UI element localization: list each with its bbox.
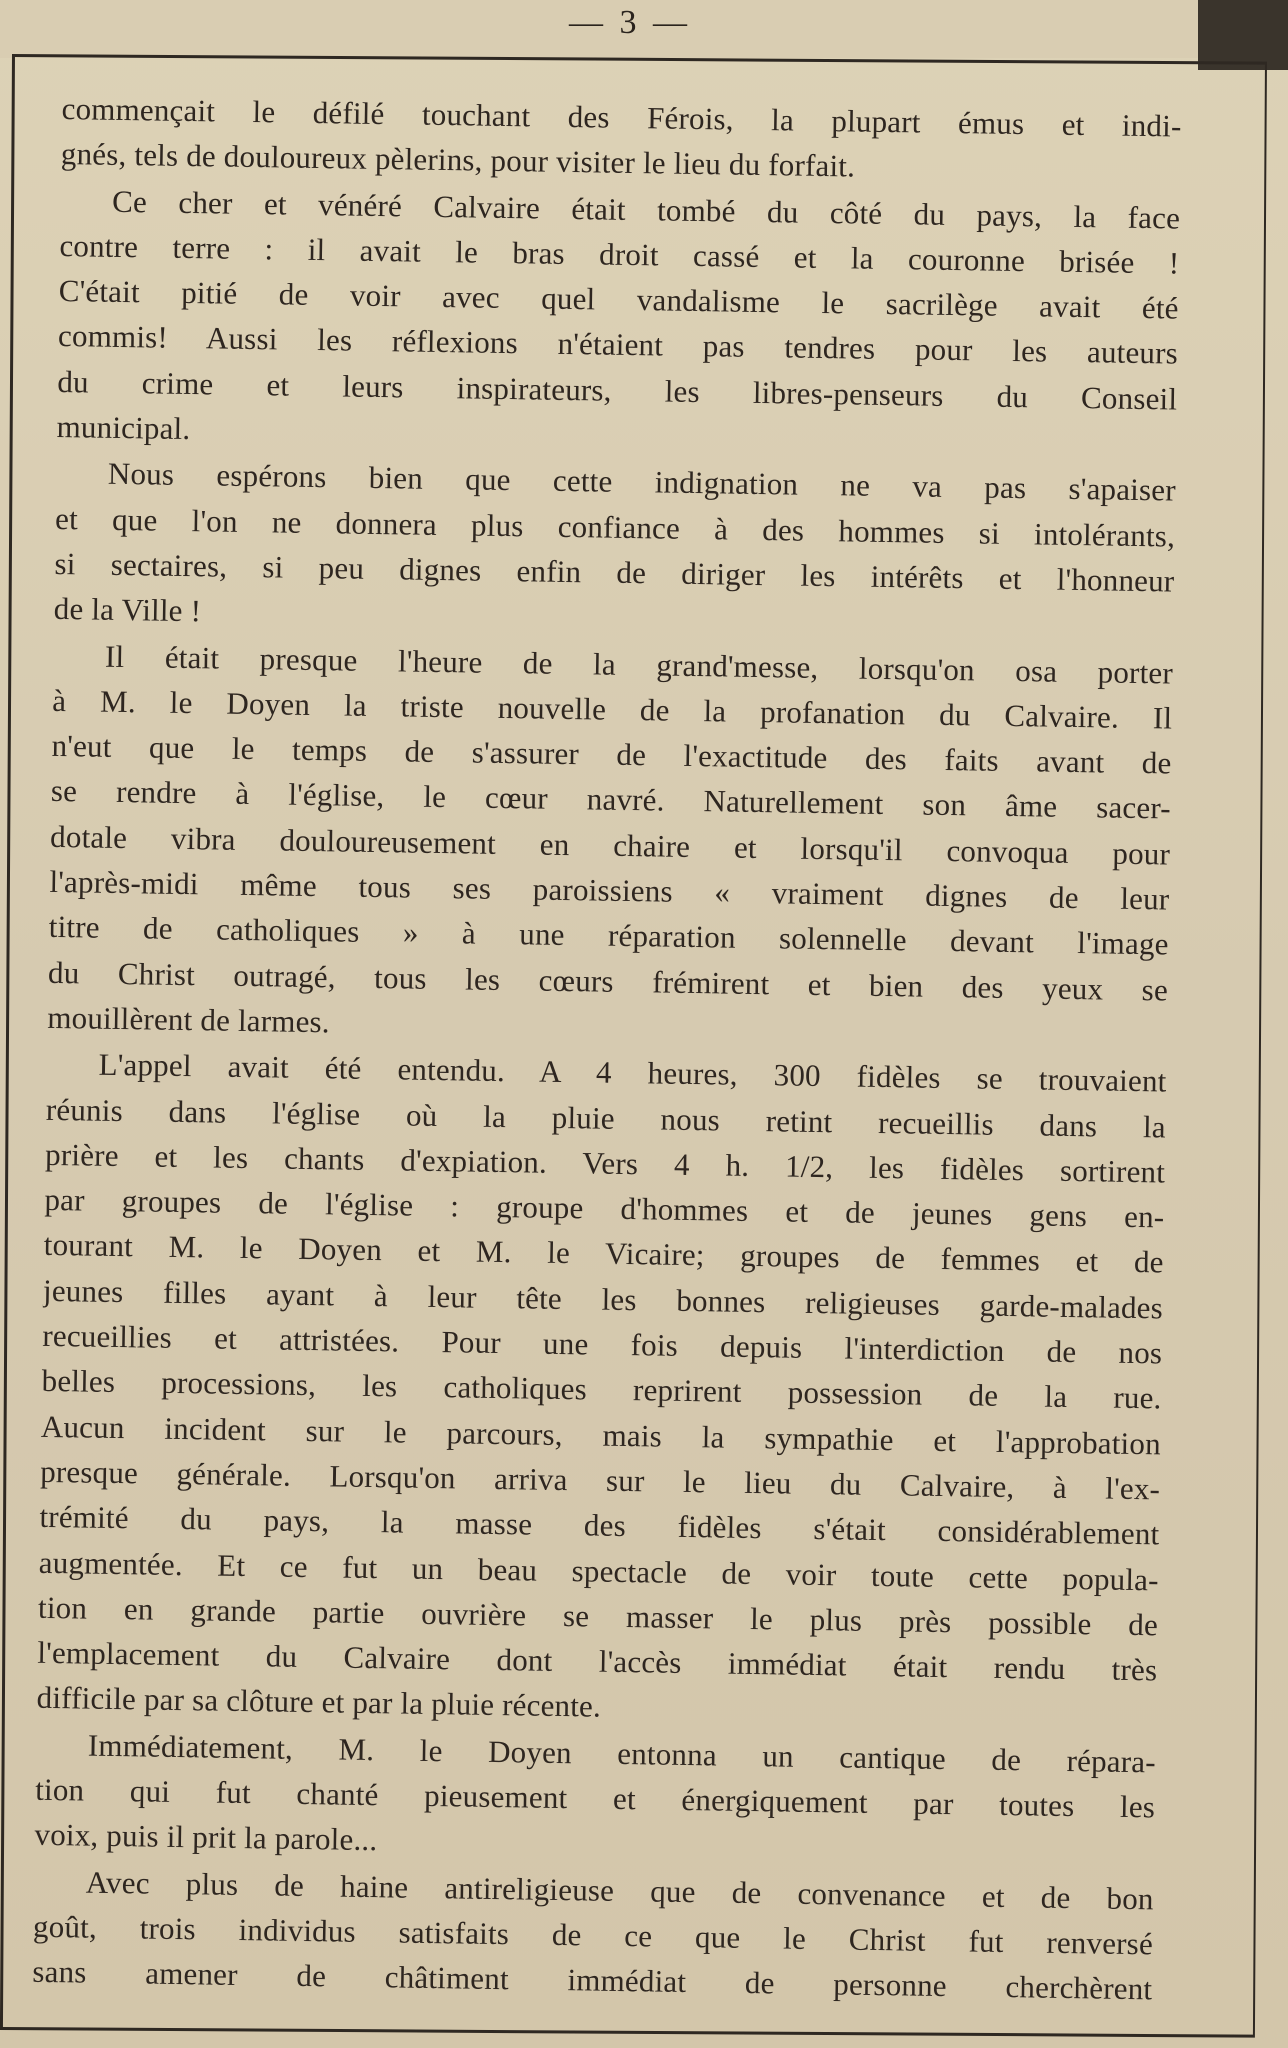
text-line: voix, puis il prit la parole...	[34, 1817, 378, 1858]
text-line: belles processions, les catholiques reprirent possession de la rue.	[41, 1363, 1162, 1416]
text-line: trémité du pays, la masse des fidèles s'était considérablement	[39, 1499, 1160, 1552]
text-line: tion qui fut chanté pieusement et énergiquement par toutes les	[34, 1771, 1156, 1825]
text-line: tion en grande partie ouvrière se masser le plus près possible de	[37, 1589, 1159, 1643]
text-line: sans amener de châtiment immédiat de personne cherchèrent	[32, 1953, 1153, 2007]
paragraph	[56, 178, 1180, 467]
text-line: de la Ville !	[53, 591, 202, 629]
text-line: Immédiatement, M. le Doyen entonna un cantique de répara-	[87, 1727, 1157, 1780]
text-line: Il était presque l'heure de la grand'messe, lorsqu'on osa porter	[104, 638, 1174, 691]
text-line: municipal.	[56, 409, 191, 447]
text-line: recueillies et attristées. Pour une fois depuis l'interdiction de nos	[42, 1317, 1163, 1371]
text-line: prière et les chants d'expiation. Vers 4 h. 1/2, les fidèles sortirent	[44, 1136, 1166, 1190]
text-line: tourant M. le Doyen et M. le Vicaire; groupes de femmes et de	[43, 1227, 1164, 1280]
text-line: du Christ outragé, tous les cœurs frémirent et bien des yeux se	[47, 954, 1169, 1008]
text-line: Ce cher et vénéré Calvaire était tombé du côté du pays, la face	[111, 183, 1181, 236]
text-line: si sectaires, si peu dignes enfin de diriger les intérêts et l'honneur	[54, 545, 1175, 599]
paragraph	[47, 632, 1173, 1057]
text-line: L'appel avait été entendu. A 4 heures, 300 fidèles se trouvaient	[98, 1046, 1167, 1099]
text-line: à M. le Doyen la triste nouvelle de la profanation du Calvaire. Il	[52, 682, 1173, 736]
text-line: jeunes filles ayant à leur tête les bonnes religieuses garde-malades	[42, 1272, 1164, 1326]
paragraph	[61, 86, 1182, 194]
text-line: dotale vibra douloureusement en chaire et lorsqu'il convoqua pour	[49, 818, 1171, 872]
text-line: et que l'on ne donnera plus confiance à des hommes si intolérants,	[54, 500, 1176, 554]
text-line: augmentée. Et ce fut un beau spectacle de voir toute cette popula-	[38, 1544, 1159, 1597]
text-line: réunis dans l'église où la pluie nous retint recueillis dans la	[45, 1091, 1167, 1144]
text-line: l'après-midi même tous ses paroissiens « vraiment dignes de leur	[49, 863, 1170, 917]
text-line: commis! Aussi les réflexions n'étaient pas tendres pour les auteurs	[57, 318, 1179, 372]
text-line: difficile par sa clôture et par la pluie récente.	[36, 1680, 602, 1725]
article-body	[32, 86, 1182, 2013]
text-line: mouillèrent de larmes.	[47, 999, 331, 1040]
text-line: goût, trois individus satisfaits de ce que le Christ fut renversé	[32, 1908, 1154, 1962]
text-line: Aucun incident sur le parcours, mais la sympathie et l'approbation	[40, 1408, 1162, 1462]
text-line: gnés, tels de douloureux pèlerins, pour visiter le lieu du forfait.	[60, 136, 856, 184]
text-line: commençait le défilé touchant des Férois, la plupart émus et indi-	[61, 90, 1182, 144]
text-line: n'eut que le temps de s'assurer de l'exactitude des faits avant de	[51, 728, 1172, 781]
text-line: l'emplacement du Calvaire dont l'accès immédiat était rendu très	[37, 1634, 1158, 1688]
paragraph	[34, 1721, 1156, 1874]
text-line: se rendre à l'église, le cœur navré. Naturellement son âme sacer-	[50, 773, 1172, 826]
paragraph	[53, 450, 1176, 649]
page-number: — 3 —	[569, 4, 691, 41]
text-line: par groupes de l'église : groupe d'hommes et de jeunes gens en-	[44, 1181, 1165, 1235]
text-line: titre de catholiques » à une réparation solennelle devant l'image	[48, 909, 1169, 962]
paragraph	[36, 1041, 1167, 1738]
paragraph	[32, 1858, 1154, 2011]
text-line: du crime et leurs inspirateurs, les libres-penseurs du Conseil	[57, 363, 1178, 417]
text-line: C'était pitié de voir avec quel vandalisme le sacrilège avait été	[58, 273, 1179, 326]
text-line: Nous espérons bien que cette indignation ne va pas s'apaiser	[107, 456, 1177, 508]
text-line: contre terre : il avait le bras droit cassé et la couronne brisée !	[59, 227, 1180, 281]
text-line: presque générale. Lorsqu'on arriva sur le lieu du Calvaire, à l'ex-	[39, 1453, 1161, 1507]
text-line: Avec plus de haine antireligieuse que de convenance et de bon	[85, 1864, 1154, 1916]
